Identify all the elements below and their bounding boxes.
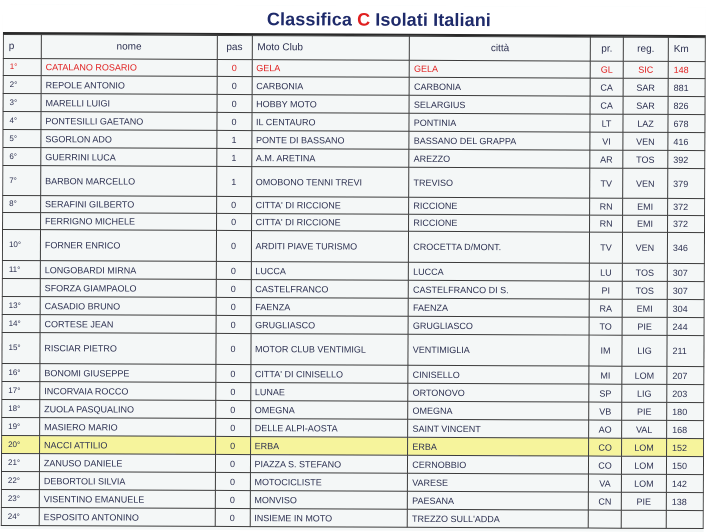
cell-nome: CATALANO ROSARIO (41, 59, 217, 77)
cell-pr: AO (589, 420, 622, 438)
cell-club: LUCCA (251, 262, 409, 281)
cell-reg: PIE (622, 317, 667, 335)
cell-nome: MARELLI LUIGI (41, 94, 217, 113)
cell-citta: RICCIONE (409, 214, 590, 232)
cell-pas: 0 (215, 508, 250, 526)
cell-reg: VEN (623, 132, 668, 150)
cell-nome: LONGOBARDI MIRNA (40, 261, 216, 280)
header-row (3, 35, 705, 62)
cell-club: OMOBONO TENNI TREVI (251, 167, 409, 198)
cell-club: CASTELFRANCO (251, 280, 409, 299)
cell-nome: ZANUSO DANIELE (39, 454, 215, 473)
cell-pr: PI (589, 281, 622, 299)
cell-club: HOBBY MOTO (252, 95, 410, 114)
cell-km: 304 (667, 299, 704, 317)
cell-citta: PAESANA (408, 491, 589, 510)
cell-nome: BARBON MARCELLO (41, 166, 217, 197)
cell-citta: TREZZO SULL'ADDA (408, 509, 589, 528)
cell-km: 826 (668, 96, 705, 114)
cell-km: 180 (667, 402, 704, 420)
cell-km: 142 (666, 474, 703, 492)
cell-km: 203 (667, 384, 704, 402)
ranking-rows (1, 59, 705, 529)
cell-pas: 0 (217, 76, 252, 94)
cell-citta: OMEGNA (408, 401, 589, 420)
cell-reg (621, 510, 666, 528)
scanned-sheet (1, 4, 706, 532)
cell-pas: 0 (217, 94, 252, 112)
cell-pr: MI (589, 366, 622, 384)
cell-pos: 14° (2, 314, 40, 332)
cell-nome: ESPOSITO ANTONINO (39, 508, 215, 527)
cell-km: 150 (666, 456, 703, 474)
cell-pr: RN (590, 215, 623, 232)
cell-club: CITTA' DI RICCIONE (251, 197, 409, 215)
cell-nome: ZUOLA PASQUALINO (40, 400, 216, 419)
cell-pas: 0 (215, 364, 250, 382)
cell-nome: CORTESE JEAN (40, 315, 216, 334)
cell-pas: 0 (216, 213, 251, 230)
cell-km: 416 (668, 132, 705, 150)
cell-km: 207 (667, 366, 704, 384)
cell-km: 168 (667, 420, 704, 438)
cell-pas: 0 (217, 59, 252, 76)
cell-reg: LOM (621, 474, 666, 492)
cell-club: ERBA (250, 437, 408, 456)
cell-pr: CO (589, 438, 622, 456)
cell-citta: CERNOBBIO (408, 455, 589, 474)
cell-club: OMEGNA (250, 401, 408, 420)
cell-pr: TO (589, 317, 622, 335)
cell-reg: VAL (622, 420, 667, 438)
cell-pas: 0 (215, 472, 250, 490)
cell-citta: LUCCA (409, 262, 590, 281)
cell-pas: 0 (215, 454, 250, 472)
cell-pr: VB (589, 402, 622, 420)
cell-pr: RN (590, 198, 623, 215)
cell-club: A.M. ARETINA (251, 149, 409, 168)
cell-km: 346 (667, 232, 704, 263)
ranking-table (1, 34, 706, 529)
cell-pas: 0 (215, 418, 250, 436)
cell-club: PIAZZA S. STEFANO (250, 455, 408, 474)
cell-pr: VI (590, 132, 623, 150)
cell-club: DELLE ALPI-AOSTA (250, 419, 408, 438)
cell-pos: 3° (3, 94, 41, 112)
cell-nome: DEBORTOLI SILVIA (39, 472, 215, 491)
cell-citta: GELA (409, 60, 590, 78)
cell-pr: GL (590, 61, 623, 78)
title-bar (3, 4, 706, 37)
cell-pas: 1 (216, 166, 251, 196)
cell-km: 379 (668, 168, 705, 198)
cell-nome: FERRIGNO MICHELE (40, 213, 216, 231)
cell-club: CITTA' DI CINISELLO (250, 365, 408, 384)
cell-nome: SGORLON ADO (41, 130, 217, 149)
cell-citta: FAENZA (408, 298, 589, 317)
cell-pas: 0 (216, 196, 251, 213)
cell-club: INSIEME IN MOTO (250, 509, 408, 528)
cell-pr: CA (590, 96, 623, 114)
cell-pos: 2° (3, 76, 41, 94)
header-km: Km (668, 37, 705, 61)
cell-pos: 16° (2, 363, 40, 381)
cell-citta: CASTELFRANCO DI S. (409, 280, 590, 299)
cell-pas: 0 (216, 297, 251, 315)
table-row (3, 166, 705, 199)
cell-km: 152 (667, 438, 704, 456)
cell-pr: TV (589, 232, 622, 263)
cell-km: 307 (667, 281, 704, 299)
cell-reg: LOM (622, 438, 667, 456)
cell-pos: 13° (2, 296, 40, 314)
cell-club: FAENZA (251, 298, 409, 317)
cell-pos: 21° (1, 453, 39, 471)
cell-reg: LAZ (623, 114, 668, 132)
cell-citta: VENTIMIGLIA (408, 334, 589, 366)
cell-pr: VA (588, 474, 621, 492)
cell-reg: PIE (622, 402, 667, 420)
cell-pr: TV (590, 168, 623, 198)
title-prefix: Classifica (266, 9, 358, 30)
cell-reg: EMI (623, 198, 668, 215)
cell-km: 392 (668, 150, 705, 168)
cell-citta: BASSANO DEL GRAPPA (409, 131, 590, 150)
cell-pr: LU (589, 263, 622, 281)
cell-nome: CASADIO BRUNO (40, 297, 216, 316)
cell-pr (588, 510, 621, 528)
cell-km: 148 (668, 61, 705, 78)
cell-reg: VEN (622, 232, 667, 263)
cell-nome: RISCIAR PIETRO (40, 333, 216, 365)
table-row (2, 332, 704, 366)
cell-pos: 5° (3, 130, 41, 148)
header-moto-club: Moto Club (252, 36, 410, 61)
cell-pos: 10° (2, 230, 40, 261)
cell-pos: 1° (3, 59, 41, 76)
cell-club: MOTOR CLUB VENTIMIGL (250, 334, 408, 366)
cell-reg: LOM (621, 456, 666, 474)
cell-pos: 6° (3, 148, 41, 166)
cell-pos: 17° (2, 381, 40, 399)
header-citta: città (410, 36, 591, 61)
cell-pas: 0 (215, 400, 250, 418)
cell-pas: 0 (215, 490, 250, 508)
cell-club: LUNAE (250, 383, 408, 402)
page-title (267, 9, 491, 31)
cell-km: 372 (667, 215, 704, 232)
cell-nome: FORNER ENRICO (40, 230, 216, 262)
cell-nome: NACCI ATTILIO (39, 436, 215, 455)
cell-nome: GUERRINI LUCA (41, 148, 217, 167)
header-pos: p (3, 35, 41, 59)
cell-km: 881 (668, 78, 705, 96)
cell-citta: SAINT VINCENT (408, 419, 589, 438)
cell-pos: 19° (2, 417, 40, 435)
cell-km: 211 (667, 335, 704, 366)
cell-reg: SAR (623, 96, 668, 114)
cell-pr: SP (589, 384, 622, 402)
cell-nome: MASIERO MARIO (40, 418, 216, 437)
cell-reg: LIG (622, 384, 667, 402)
cell-citta: CINISELLO (408, 365, 589, 384)
cell-pr: AR (590, 150, 623, 168)
cell-nome: BONOMI GIUSEPPE (40, 364, 216, 383)
cell-club: CITTA' DI RICCIONE (251, 214, 409, 232)
cell-pas: 0 (216, 261, 251, 279)
cell-reg: LIG (622, 335, 667, 366)
cell-citta: RICCIONE (409, 197, 590, 215)
cell-pas: 0 (217, 112, 252, 130)
cell-pos: 15° (2, 332, 40, 363)
cell-pos: 23° (1, 489, 39, 507)
header-nome: nome (41, 35, 217, 60)
cell-pas: 0 (215, 382, 250, 400)
cell-pos: 7° (3, 166, 41, 196)
cell-reg: VEN (623, 168, 668, 198)
cell-pas: 1 (216, 148, 251, 166)
cell-pos: 20° (2, 435, 40, 453)
cell-nome: VISENTINO EMANUELE (39, 490, 215, 509)
cell-club: ARDITI PIAVE TURISMO (251, 231, 409, 263)
cell-pos: 11° (2, 260, 40, 278)
cell-reg: PIE (621, 492, 666, 510)
table-row (2, 230, 704, 264)
cell-citta: AREZZO (409, 149, 590, 168)
cell-reg: LOM (622, 366, 667, 384)
cell-km: 372 (668, 198, 705, 215)
cell-nome: SFORZA GIAMPAOLO (40, 279, 216, 298)
title-letter: C (357, 9, 371, 30)
header-reg: reg. (623, 37, 668, 61)
cell-citta: VARESE (408, 473, 589, 492)
cell-pos: 24° (1, 507, 39, 525)
cell-pos: 22° (1, 471, 39, 489)
cell-pr: IM (589, 335, 622, 366)
cell-km: 307 (667, 263, 704, 281)
cell-nome: PONTESILLI GAETANO (41, 112, 217, 131)
cell-pr: RA (589, 299, 622, 317)
cell-citta: TREVISO (409, 167, 590, 198)
cell-pr: CN (588, 492, 621, 510)
cell-pas: 0 (216, 279, 251, 297)
cell-reg: TOS (622, 281, 667, 299)
cell-club: CARBONIA (252, 77, 410, 96)
cell-nome: INCORVAIA ROCCO (40, 382, 216, 401)
cell-club: MONVISO (250, 491, 408, 510)
cell-club: GRUGLIASCO (251, 316, 409, 335)
cell-reg: TOS (623, 150, 668, 168)
cell-citta: CROCETTA D/MONT. (409, 231, 590, 263)
cell-km: 678 (668, 114, 705, 132)
cell-citta: SELARGIUS (409, 95, 590, 114)
cell-citta: ERBA (408, 437, 589, 456)
cell-reg: EMI (623, 215, 668, 232)
cell-pas: 0 (216, 333, 251, 364)
cell-pas: 0 (216, 315, 251, 333)
cell-pos: 18° (2, 399, 40, 417)
cell-citta: PONTINIA (409, 113, 590, 132)
cell-club: MOTOCICLISTE (250, 473, 408, 492)
cell-km: 244 (667, 317, 704, 335)
cell-pr: CO (589, 456, 622, 474)
cell-pr: CA (590, 78, 623, 96)
cell-km (666, 510, 703, 528)
title-suffix: Isolati Italiani (370, 9, 491, 31)
cell-km: 138 (666, 492, 703, 510)
cell-pos: 4° (3, 112, 41, 130)
cell-nome: REPOLE ANTONIO (41, 76, 217, 95)
cell-club: GELA (252, 60, 410, 78)
cell-pas: 1 (216, 130, 251, 148)
table-row (1, 507, 703, 528)
cell-citta: ORTONOVO (408, 383, 589, 402)
cell-reg: TOS (622, 263, 667, 281)
cell-pos (2, 278, 40, 296)
cell-reg: EMI (622, 299, 667, 317)
cell-pas: 0 (215, 436, 250, 454)
cell-reg: SAR (623, 78, 668, 96)
cell-citta: CARBONIA (409, 77, 590, 96)
cell-club: PONTE DI BASSANO (251, 131, 409, 150)
cell-pr: LT (590, 114, 623, 132)
cell-nome: SERAFINI GILBERTO (41, 196, 217, 214)
cell-pos (3, 213, 41, 230)
cell-reg: SIC (623, 61, 668, 78)
header-pr: pr. (590, 37, 623, 61)
cell-pas: 0 (216, 230, 251, 261)
cell-citta: GRUGLIASCO (408, 316, 589, 335)
cell-club: IL CENTAURO (252, 113, 410, 132)
cell-pos: 8° (3, 196, 41, 213)
header-pas: pas (217, 35, 252, 59)
